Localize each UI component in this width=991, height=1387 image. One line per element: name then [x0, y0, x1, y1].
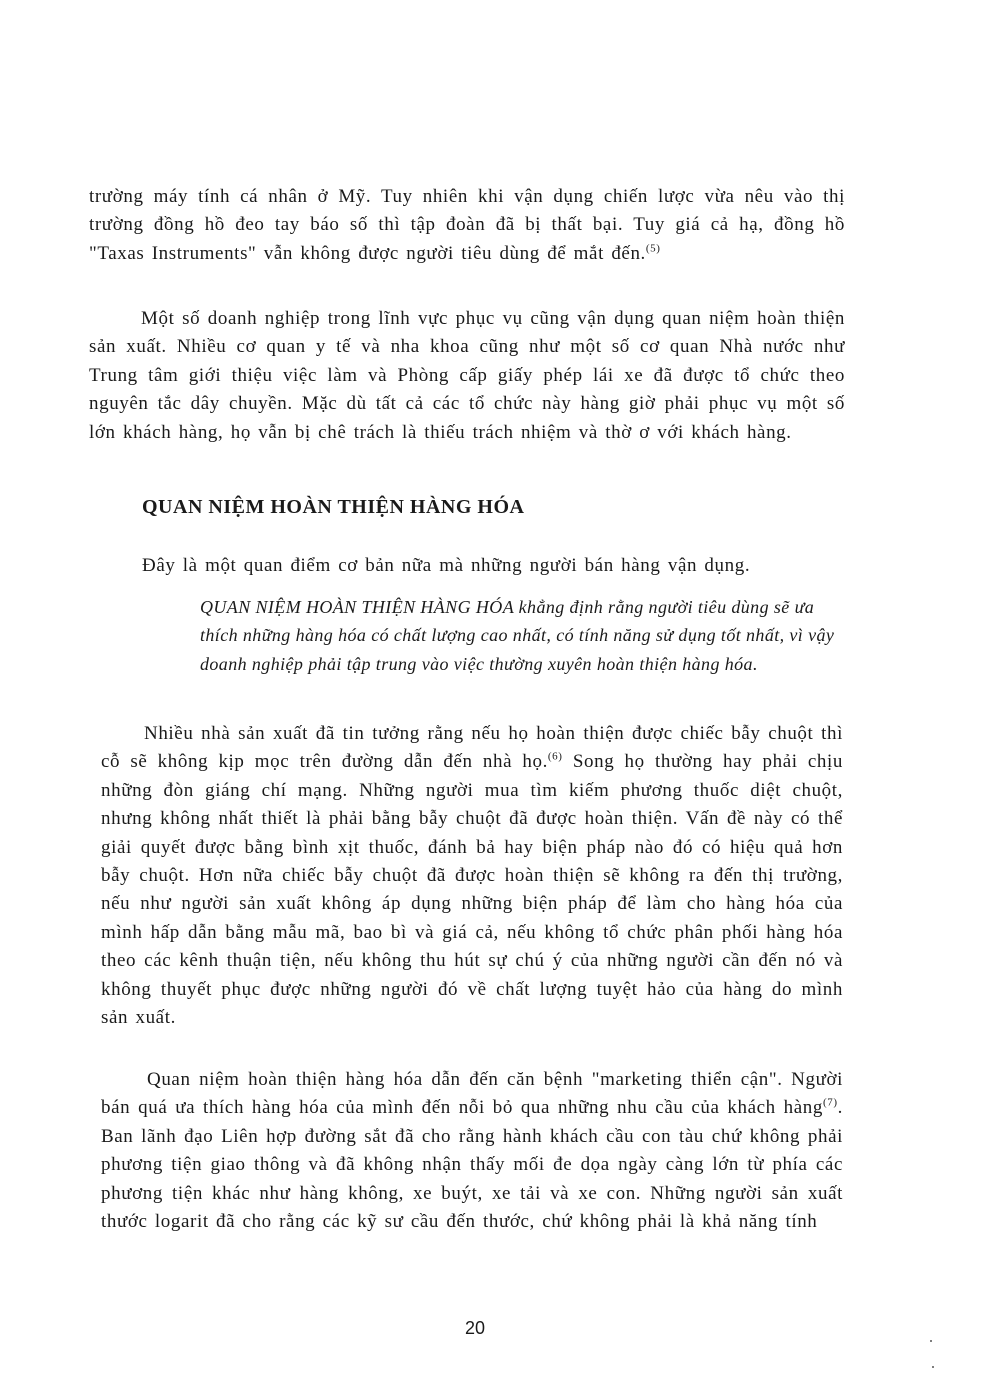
definition-quote	[200, 593, 850, 678]
footnote-ref-6: (6)	[547, 751, 563, 764]
paragraph-4	[101, 720, 843, 1032]
paragraph-5	[101, 1066, 843, 1236]
footnote-ref-7: (7)	[823, 1097, 838, 1110]
paragraph-1-text: trường máy tính cá nhân ở Mỹ. Tuy nhiên khi vận dụng chiến lược vừa nêu vào thị trường đồng hồ đeo tay báo số thì tập đoàn đã bị thất bại. Tuy giá cả hạ, đồng hồ "Taxas Instruments" vẫn không được người tiêu dùng để mắt đến.	[89, 186, 845, 264]
paragraph-2-text: Một số doanh nghiệp trong lĩnh vực phục vụ cũng vận dụng quan niệm hoàn thiện sản xuất. Nhiều cơ quan y tế và nha khoa cũng như một số cơ quan Nhà nước như Trung tâm giới thiệu việc làm và Phòng cấp giấy phép lái xe đã được tổ chức theo nguyên tắc dây chuyền. Mặc dù tất cả các tổ chức này hàng giờ phải phục vụ một số lớn khách hàng, họ vẫn bị chê trách là thiếu trách nhiệm và thờ ơ với khách hàng.	[89, 308, 845, 443]
paragraph-4-text-before: Nhiều nhà sản xuất đã tin tưởng rằng nếu họ hoàn thiện được chiếc bẫy chuột thì cỗ sẽ không kịp mọc trên đường dẫn đến nhà họ.	[101, 723, 843, 773]
scan-speck	[932, 1366, 934, 1368]
paragraph-3	[142, 552, 862, 580]
footnote-ref-5: (5)	[645, 242, 661, 255]
paragraph-4-text-after: Song họ thường hay phải chịu những đòn giáng chí mạng. Những người mua tìm kiếm phương thuốc diệt chuột, nhưng không nhất thiết là phải bằng bẫy chuột đã được hoàn thiện. Vấn đề này có thể giải quyết được bằng bình xịt thuốc, đánh bả hay biện pháp nào đó có hiệu quả hơn bẫy chuột. Hơn nữa chiếc bẫy chuột đã được hoàn thiện sẽ không ra đến thị trường, nếu như người sản xuất không áp dụng những biện pháp để làm cho hàng hóa của mình hấp dẫn bằng mẫu mã, bao bì và giá cả, nếu không tổ chức phân phối hàng hóa theo các kênh thuận tiện, nếu không thu hút sự chú ý của những người cần đến nó và không thuyết phục được những người đó về chất lượng tuyệt hảo của hàng do mình sản xuất.	[101, 751, 843, 1029]
paragraph-3-text: Đây là một quan điểm cơ bản nữa mà những người bán hàng vận dụng.	[142, 555, 751, 576]
paragraph-5-text-after: . Ban lãnh đạo Liên hợp đường sắt đã cho rằng hành khách cầu con tàu chứ không phải phương tiện giao thông và đã không nhận thấy mối đe dọa ngày càng lớn từ phía các phương tiện khác như hàng không, xe buýt, xe tải và xe con. Những người sản xuất thước logarit đã cho rằng các kỹ sư cầu đến thước, chứ không phải là khả năng tính	[101, 1097, 843, 1233]
paragraph-2	[89, 305, 845, 447]
definition-quote-text: QUAN NIỆM HOÀN THIỆN HÀNG HÓA khẳng định rằng người tiêu dùng sẽ ưa thích những hàng hóa có chất lượng cao nhất, có tính năng sử dụng tốt nhất, vì vậy doanh nghiệp phải tập trung vào việc thường xuyên hoàn thiện hàng hóa.	[200, 597, 835, 674]
paragraph-5-text-before: Quan niệm hoàn thiện hàng hóa dẫn đến căn bệnh "marketing thiển cận". Người bán quá ưa thích hàng hóa của mình đến nỗi bỏ qua những nhu cầu của khách hàng	[101, 1069, 843, 1119]
page-number: 20	[464, 1318, 486, 1338]
paragraph-1	[89, 183, 845, 268]
section-heading: QUAN NIỆM HOÀN THIỆN HÀNG HÓA	[142, 496, 525, 518]
scan-speck	[930, 1340, 932, 1342]
